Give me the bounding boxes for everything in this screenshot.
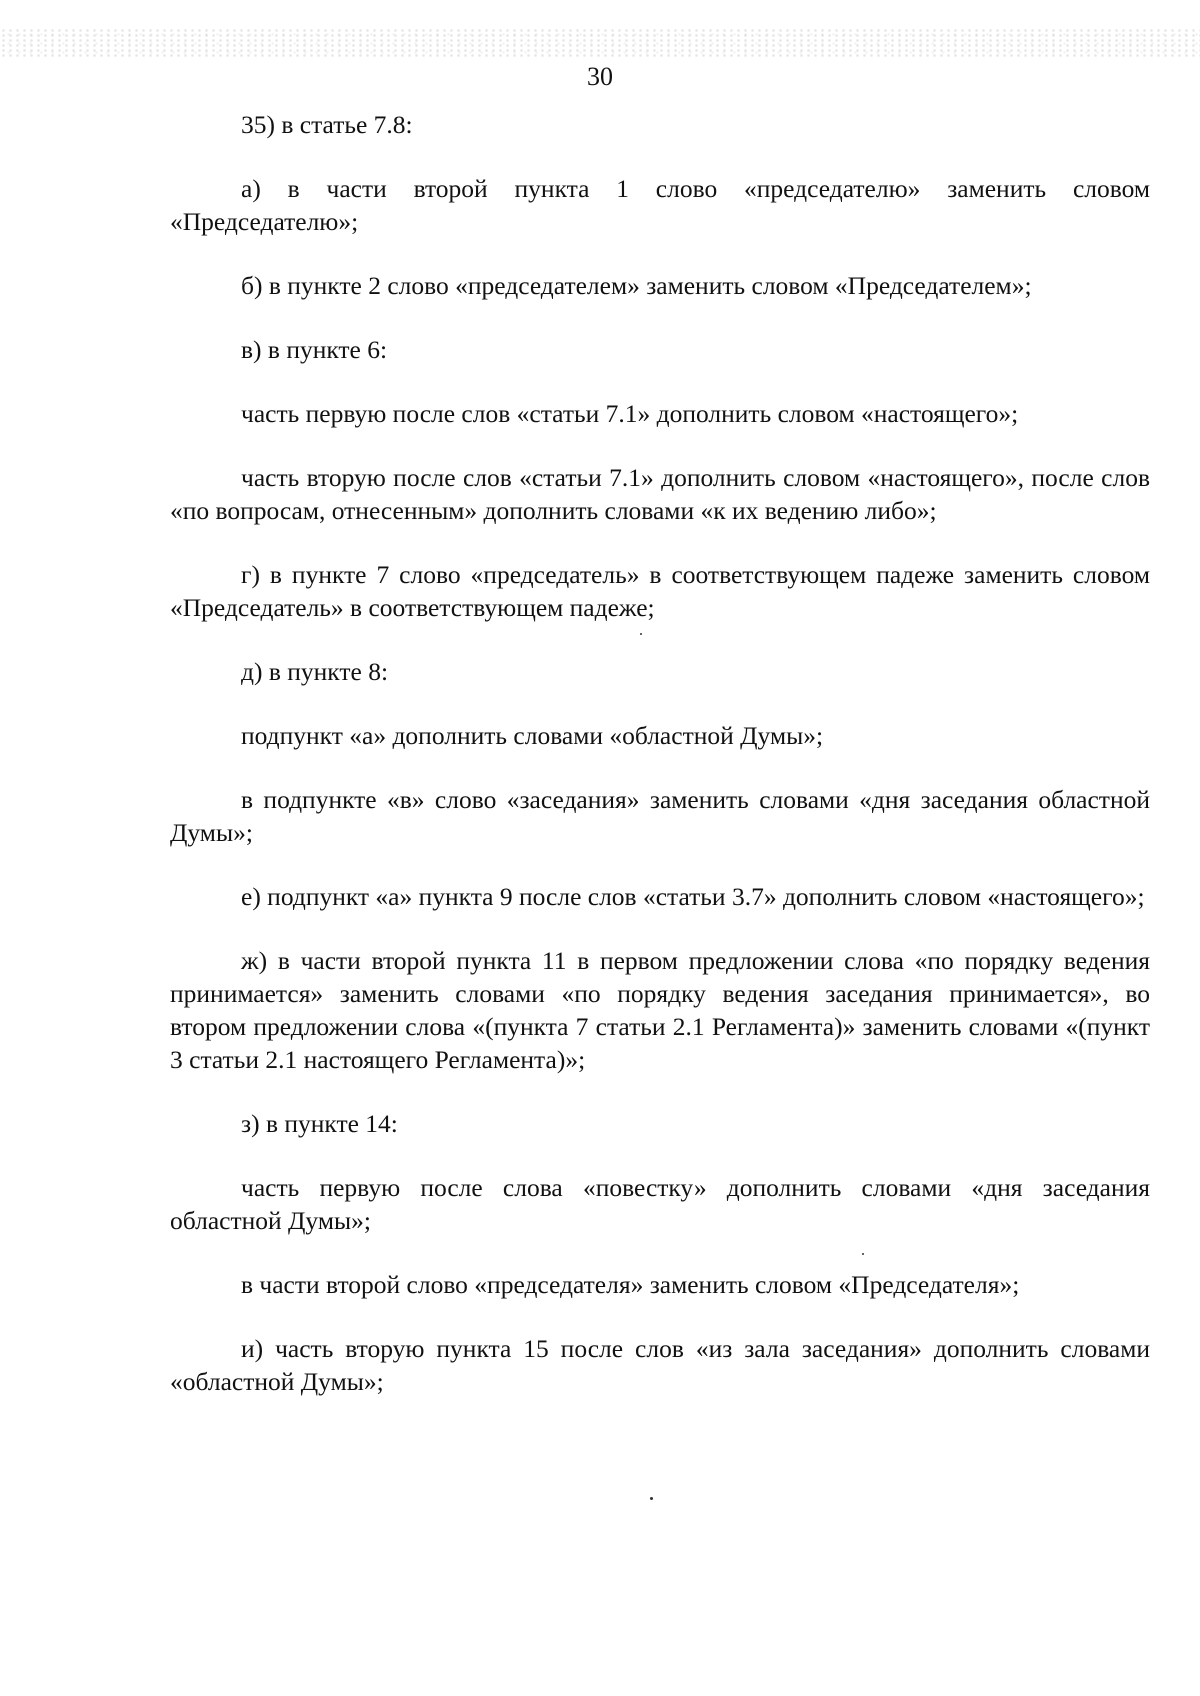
scan-speck (640, 633, 642, 635)
paragraph-z-part2: в части второй слово «председателя» заменить словом «Председателя»; (241, 1270, 1020, 1299)
paragraph-35: 35) в статье 7.8: (241, 110, 413, 139)
scan-noise-strip (0, 28, 1200, 58)
paragraph-zh: ж) в части второй пункта 11 в первом предложении слова «по порядку ведения принимается» заменить словами «по порядку ведения заседания принимается», во втором предложении слова «(пункта 7 статьи 2.1 Регламента)» заменить словами «(пункт 3 статьи 2.1 настоящего Регламента)»; (170, 946, 1150, 1074)
paragraph-a: а) в части второй пункта 1 слово «председателю» заменить словом «Председателю»; (170, 174, 1150, 236)
paragraph-v-part1: часть первую после слов «статьи 7.1» дополнить словом «настоящего»; (241, 399, 1019, 428)
page-number: 30 (587, 62, 613, 91)
paragraph-e: е) подпункт «а» пункта 9 после слов «статьи 3.7» дополнить словом «настоящего»; (241, 882, 1145, 911)
document-body (170, 108, 1150, 1429)
paragraph-d-sub-a: подпункт «а» дополнить словами «областной Думы»; (241, 721, 824, 750)
paragraph-v-part2: часть вторую после слов «статьи 7.1» дополнить словом «настоящего», после слов «по вопросам, отнесенным» дополнить словами «к их ведению либо»; (170, 463, 1150, 525)
paragraph-z: з) в пункте 14: (241, 1109, 398, 1138)
paragraph-d: д) в пункте 8: (241, 657, 389, 686)
scan-speck (650, 1497, 653, 1500)
paragraph-i: и) часть вторую пункта 15 после слов «из зала заседания» дополнить словами «областной Думы»; (170, 1334, 1150, 1396)
scan-speck (862, 1253, 864, 1255)
paragraph-d-sub-v: в подпункте «в» слово «заседания» заменить словами «дня заседания областной Думы»; (170, 785, 1150, 847)
paragraph-b: б) в пункте 2 слово «председателем» заменить словом «Председателем»; (241, 271, 1032, 300)
paragraph-z-part1: часть первую после слова «повестку» дополнить словами «дня заседания областной Думы»; (170, 1173, 1150, 1235)
paragraph-v: в) в пункте 6: (241, 335, 388, 364)
paragraph-g: г) в пункте 7 слово «председатель» в соответствующем падеже заменить словом «Председатель» в соответствующем падеже; (170, 560, 1150, 622)
